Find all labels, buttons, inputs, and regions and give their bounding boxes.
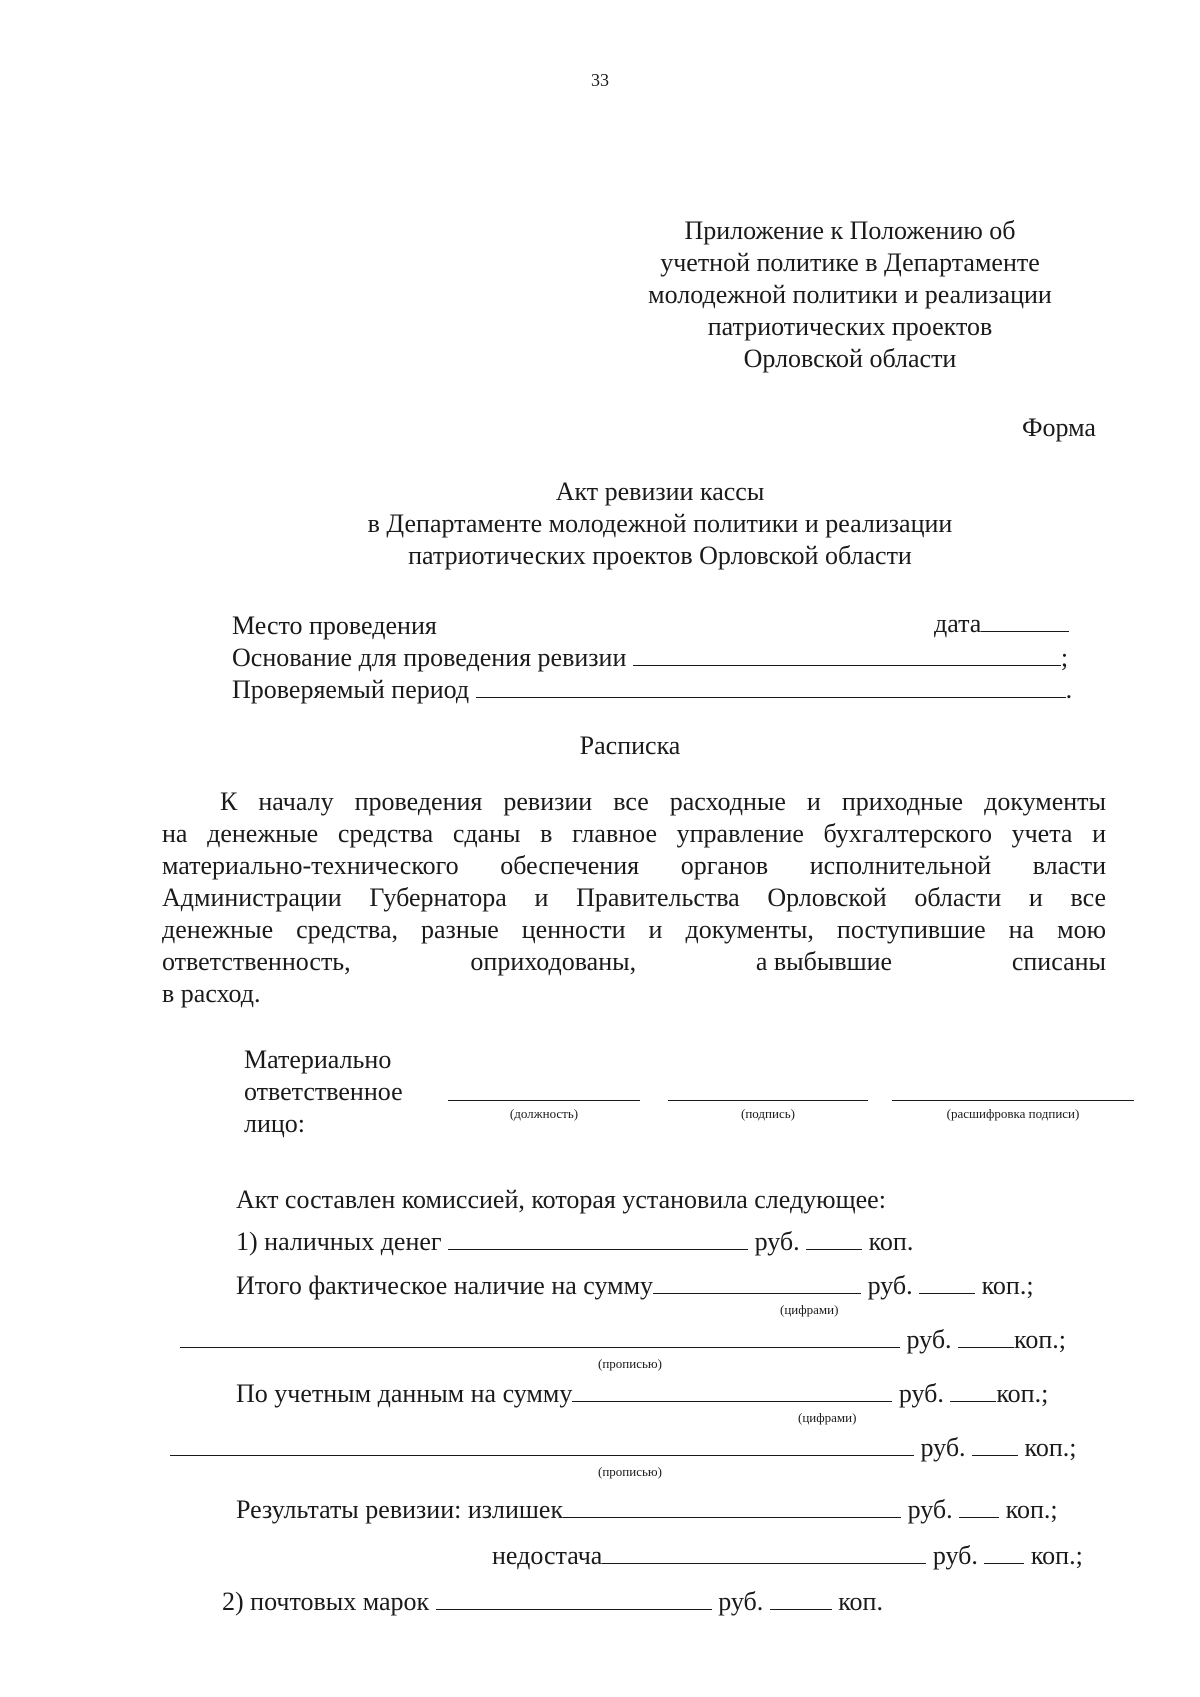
appendix-line-2: учетной политике в Департаменте [660, 248, 1040, 277]
decoding-blank [892, 1100, 1134, 1101]
receipt-line-4: Администрации Губернатора и Правительства Орловской области и все [162, 883, 1106, 912]
period-blank [476, 675, 1066, 698]
book-sum-rub-blank [572, 1379, 892, 1402]
signature-blank [668, 1100, 868, 1101]
book-sum-rub-label: руб. [898, 1379, 944, 1408]
stamps-label: 2) почтовых марок [222, 1587, 430, 1616]
responsible-label [244, 1044, 403, 1140]
actual-total-label: Итого фактическое наличие на сумму [236, 1271, 654, 1300]
actual-total-words-rub-label: руб. [906, 1325, 952, 1354]
receipt-word-recorded: оприходованы, [470, 947, 637, 976]
responsible-line-2: ответственное [244, 1077, 403, 1106]
actual-total-row [236, 1270, 1034, 1302]
period-field [232, 674, 1072, 706]
shortage-rub-label: руб. [932, 1541, 978, 1570]
date-label: дата [934, 609, 982, 638]
receipt-word-responsibility: ответственность, [162, 947, 351, 976]
stamps-rub-blank [436, 1587, 712, 1610]
cash-rub-label: руб. [754, 1227, 800, 1256]
date-field [934, 608, 1069, 640]
title-line-3: патриотических проектов Орловской области [408, 541, 912, 570]
title-line-1: Акт ревизии кассы [555, 477, 765, 506]
book-sum-label: По учетным данным на сумму [236, 1379, 573, 1408]
actual-total-words-blank [180, 1325, 900, 1348]
form-label: Форма [1022, 413, 1096, 442]
book-sum-words-kop-label: коп.; [1024, 1433, 1077, 1462]
signature-caption: (подпись) [741, 1106, 795, 1121]
book-sum-row [236, 1378, 1048, 1410]
shortage-row [492, 1540, 1083, 1572]
appendix-line-3: молодежной политики и реализации [648, 280, 1052, 309]
receipt-line-6 [162, 946, 1106, 978]
actual-total-kop-blank [919, 1271, 975, 1294]
stamps-kop-label: коп. [838, 1587, 883, 1616]
cash-rub-blank [448, 1227, 748, 1250]
appendix-line-5: Орловской области [743, 344, 957, 373]
receipt-line-5: денежные средства, разные ценности и документы, поступившие на мою [162, 915, 1106, 944]
basis-field [232, 642, 1068, 674]
cash-row [236, 1226, 913, 1258]
book-sum-words-row [170, 1432, 1077, 1464]
period-label: Проверяемый период [232, 675, 470, 704]
decoding-caption: (расшифровка подписи) [946, 1106, 1080, 1121]
shortage-rub-blank [602, 1541, 926, 1564]
basis-label: Основание для проведения ревизии [232, 643, 627, 672]
receipt-line-7: в расход. [162, 979, 261, 1008]
cash-kop-blank [806, 1227, 862, 1250]
basis-end: ; [1060, 643, 1069, 672]
surplus-rub-blank [563, 1495, 901, 1518]
actual-total-words-kop-label: коп.; [1014, 1325, 1066, 1354]
book-sum-words-kop-blank [972, 1433, 1018, 1456]
receipt-line-1: К началу проведения ревизии все расходные и приходные документы [220, 787, 1106, 816]
actual-total-words-row [180, 1324, 1066, 1356]
receipt-line-2: на денежные средства сданы в главное управление бухгалтерского учета и [162, 819, 1106, 848]
shortage-kop-label: коп.; [1030, 1541, 1083, 1570]
cash-kop-label: коп. [868, 1227, 914, 1256]
cash-label: 1) наличных денег [236, 1227, 442, 1256]
title-line-2: в Департаменте молодежной политики и реализации [367, 509, 953, 538]
surplus-kop-blank [959, 1495, 999, 1518]
book-sum-words-blank [170, 1433, 914, 1456]
receipt-title: Расписка [579, 731, 681, 760]
stamps-rub-label: руб. [718, 1587, 764, 1616]
receipt-paragraph [162, 786, 1106, 1010]
position-blank [448, 1100, 640, 1101]
stamps-row [222, 1586, 883, 1618]
appendix-block [620, 215, 1080, 375]
document-title [300, 476, 1020, 572]
period-end: . [1065, 675, 1073, 704]
stamps-kop-blank [770, 1587, 832, 1610]
book-sum-words-caption: (прописью) [598, 1464, 662, 1479]
appendix-line-1: Приложение к Положению об [684, 216, 1016, 245]
basis-blank [633, 643, 1061, 666]
appendix-line-4: патриотических проектов [707, 312, 993, 341]
results-surplus-label: Результаты ревизии: излишек [236, 1495, 564, 1524]
book-sum-digits-caption: (цифрами) [798, 1410, 857, 1425]
shortage-kop-blank [984, 1541, 1024, 1564]
book-sum-words-rub-label: руб. [920, 1433, 966, 1462]
actual-total-rub-blank [653, 1271, 861, 1294]
book-sum-kop-blank [950, 1379, 996, 1402]
surplus-kop-label: коп.; [1005, 1495, 1058, 1524]
receipt-line-3: материально-технического обеспечения органов исполнительной власти [162, 851, 1106, 880]
receipt-word-written-off: списаны [1011, 947, 1106, 976]
shortage-label: недостача [492, 1541, 603, 1570]
book-sum-kop-label: коп.; [996, 1379, 1049, 1408]
act-intro: Акт составлен комиссией, которая установила следующее: [236, 1185, 886, 1214]
surplus-rub-label: руб. [907, 1495, 953, 1524]
actual-total-words-caption: (прописью) [598, 1356, 662, 1371]
place-label: Место проведения [232, 611, 437, 640]
responsible-line-1: Материально [244, 1045, 392, 1074]
responsible-line-3: лицо: [244, 1109, 306, 1138]
actual-total-kop-label: коп.; [981, 1271, 1034, 1300]
receipt-word-disposed: а выбывшие [755, 947, 893, 976]
position-caption: (должность) [509, 1106, 579, 1121]
page-number: 33 [591, 70, 609, 90]
date-blank [981, 609, 1069, 632]
actual-total-rub-label: руб. [867, 1271, 913, 1300]
actual-total-digits-caption: (цифрами) [780, 1302, 839, 1317]
surplus-row [236, 1494, 1058, 1526]
actual-total-words-kop-blank [958, 1325, 1014, 1348]
